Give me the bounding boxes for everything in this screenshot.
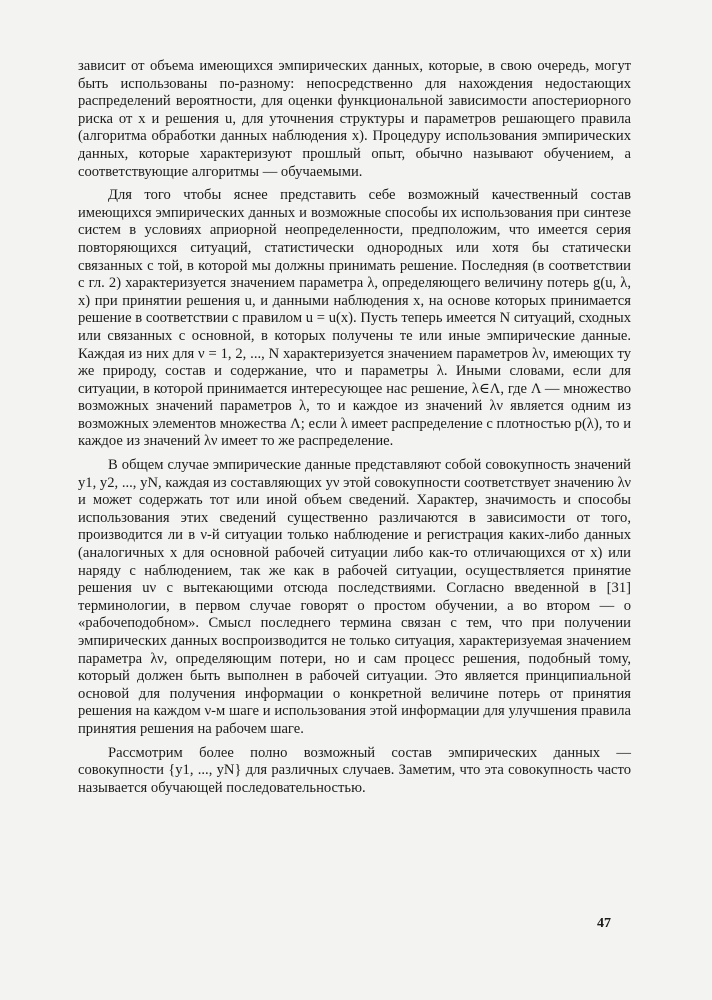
body-text — [78, 58, 631, 803]
page-number: 47 — [597, 916, 611, 931]
paragraph-4: Рассмотрим более полно возможный состав эмпирических данных — совокупности {y1, ..., yN} для различных случаев. Заметим, что эта совокупность часто называется обучающей последовательностью. — [78, 744, 631, 796]
paragraph-3: В общем случае эмпирические данные представляют собой совокупность значений y1, y2, ..., yN, каждая из составляющих yν этой совокупности соответствует значению λν и может содержать тот или иной объем сведений. Характер, значимость и способы использования этих сведений существенно различаются в зависимости от того, производится ли в ν-й ситуации только наблюдение и регистрация каких-либо данных (аналогичных x для основной рабочей ситуации либо как-то отличающихся от x) или наряду с наблюдением, так же как в рабочей ситуации, осуществляется принятие решения uν с вытекающими отсюда последствиями. Согласно введенной в [31] терминологии, в первом случае говорят о простом обучении, а во втором — о «рабочеподобном». Смысл последнего термина связан с тем, что при получении эмпирических данных воспроизводится не только ситуация, характеризуемая значением параметра λν, определяющим потери, но и сам процесс решения, подобный тому, который должен быть выполнен в рабочей ситуации. Это является принципиальной основой для получения информации о конкретной величине потерь от принятия решения на каждом ν-м шаге и использования этой информации для улучшения правила принятия решения на рабочем шаге. — [78, 457, 631, 737]
paragraph-1: зависит от объема имеющихся эмпирических данных, которые, в свою очередь, могут быть использованы по-разному: непосредственно для нахождения недостающих распределений вероятности, для оценки функциональной зависимости апостериорного риска от x и решения u, для уточнения структуры и параметров решающего правила (алгоритма обработки данных наблюдения x). Процедуру использования эмпирических данных, которые характеризуют прошлый опыт, обычно называют обучением, а соответствующие алгоритмы — обучаемыми. — [78, 58, 631, 180]
paragraph-2: Для того чтобы яснее представить себе возможный качественный состав имеющихся эмпирических данных и возможные способы их использования при синтезе систем в условиях априорной неопределенности, предположим, что имеется серия повторяющихся ситуаций, статистически однородных или хотя бы статически связанных с той, в которой мы должны принимать решение. Последняя (в соответствии с гл. 2) характеризуется значением параметра λ, определяющего величину потерь g(u, λ, x) при принятии решения u, и данными наблюдения x, на основе которых принимается решение в соответствии с правилом u = u(x). Пусть теперь имеется N ситуаций, сходных или связанных с основной, в которых получены те или иные эмпирические данные. Каждая из них для ν = 1, 2, ..., N характеризуется значением параметров λν, имеющих ту же природу, состав и содержание, что и параметры λ. Иными словами, если для ситуации, в которой принимается интересующее нас решение, λ∈Λ, где Λ — множество возможных значений параметров λ, то и каждое из значений λν является одним из возможных элементов множества Λ; если λ имеет распределение с плотностью p(λ), то и каждое из значений λν имеет то же распределение. — [78, 187, 631, 450]
